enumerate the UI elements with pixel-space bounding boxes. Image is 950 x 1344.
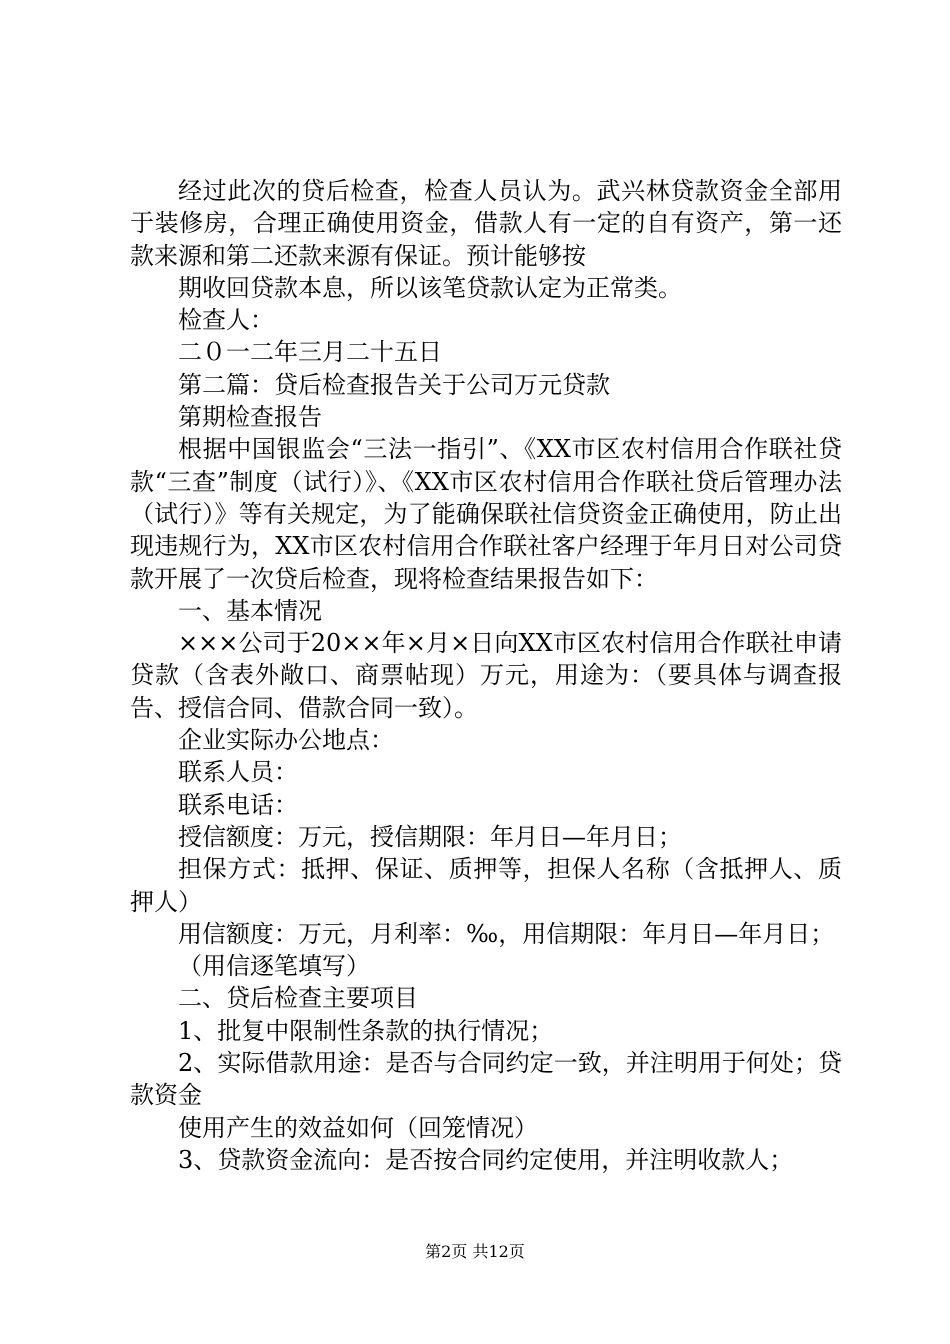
paragraph: 经过此次的贷后检查，检查人员认为。武兴林贷款资金全部用于装修房，合理正确使用资金，借款人有一定的自有资产，第一还款来源和第二还款来源有保证。预计能够按 (130, 177, 842, 270)
section-title: 第二篇：贷后检查报告关于公司万元贷款 (178, 370, 610, 399)
list-item: 1、批复中限制性条款的执行情况； (178, 1016, 554, 1045)
paragraph: 期收回贷款本息，所以该笔贷款认定为正常类。 (178, 273, 682, 302)
list-item: 2、实际借款用途：是否与合同约定一致，并注明用于何处；贷款资金 (130, 1049, 842, 1110)
paragraph: 第期检查报告 (178, 403, 322, 432)
paragraph: 联系人员： (178, 758, 298, 787)
paragraph: ×××公司于20××年×月×日向XX市区农村信用合作联社申请贷款（含表外敞口、商票帖现）万元，用途为：（要具体与调查报告、授信合同、借款合同一致）。 (130, 629, 842, 722)
paragraph: 检查人： (178, 306, 274, 335)
document-body (130, 175, 842, 1176)
paragraph: 担保方式：抵押、保证、质押等，担保人名称（含抵押人、质押人） (130, 855, 842, 916)
paragraph: 联系电话： (178, 790, 298, 819)
paragraph: 二０一二年三月二十五日 (178, 338, 442, 367)
paragraph: （用信逐笔填写） (178, 952, 370, 981)
list-item: 3、贷款资金流向：是否按合同约定使用，并注明收款人； (178, 1145, 794, 1174)
section-heading: 一、基本情况 (178, 596, 322, 625)
paragraph: 用信额度：万元，月利率：‰，用信期限：年月日—年月日； (178, 919, 835, 948)
page-footer: 第2页 共12页 (425, 1242, 525, 1261)
paragraph: 根据中国银监会“三法一指引”、《XX市区农村信用合作联社贷款“三查”制度（试行）》、《XX市区农村信用合作联社贷后管理办法（试行）》等有关规定，为了能确保联社信贷资金正确使用，防止出现违规行为，XX市区农村信用合作联社客户经理于年月日对公司贷款开展了一次贷后检查，现将检查结果报告如下： (130, 435, 842, 593)
paragraph: 企业实际办公地点： (178, 726, 394, 755)
section-heading: 二、贷后检查主要项目 (178, 984, 418, 1013)
paragraph: 授信额度：万元，授信期限：年月日—年月日； (178, 822, 682, 851)
paragraph: 使用产生的效益如何（回笼情况） (178, 1113, 538, 1142)
